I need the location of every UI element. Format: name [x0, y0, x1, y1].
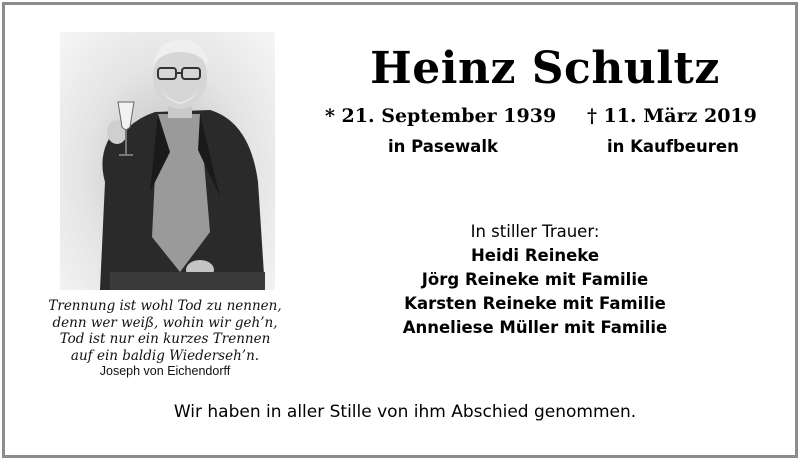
poem: [25, 298, 305, 364]
death-date: † 11. März 2019: [587, 105, 757, 127]
mourner-name: Karsten Reineke mit Familie: [404, 294, 666, 313]
mourner-name: Anneliese Müller mit Familie: [402, 318, 668, 337]
poem-line: denn wer weiß, wohin wir geh’n,: [52, 314, 278, 331]
mourners-block: [335, 220, 735, 340]
poem-line: Tod ist nur ein kurzes Trennen: [59, 331, 271, 347]
mourner-name: Heidi Reineke: [470, 246, 600, 265]
portrait-photo: [60, 32, 275, 290]
birth-place: in Pasewalk: [388, 137, 498, 156]
birth-date: * 21. September 1939: [325, 105, 557, 127]
death-place: in Kaufbeuren: [607, 137, 739, 156]
poem-author: Joseph von Eichendorff: [99, 364, 231, 378]
obituary-frame: [2, 2, 798, 458]
mourner-name: Jörg Reineke mit Familie: [421, 270, 649, 289]
mourners-heading: In stiller Trauer:: [470, 222, 600, 241]
deceased-name: Heinz Schultz: [370, 43, 720, 94]
closing-text: Wir haben in aller Stille von ihm Abschied genommen.: [173, 402, 637, 422]
poem-line: Trennung ist wohl Tod zu nennen,: [48, 298, 282, 314]
poem-line: auf ein baldig Wiederseh’n.: [70, 347, 260, 364]
